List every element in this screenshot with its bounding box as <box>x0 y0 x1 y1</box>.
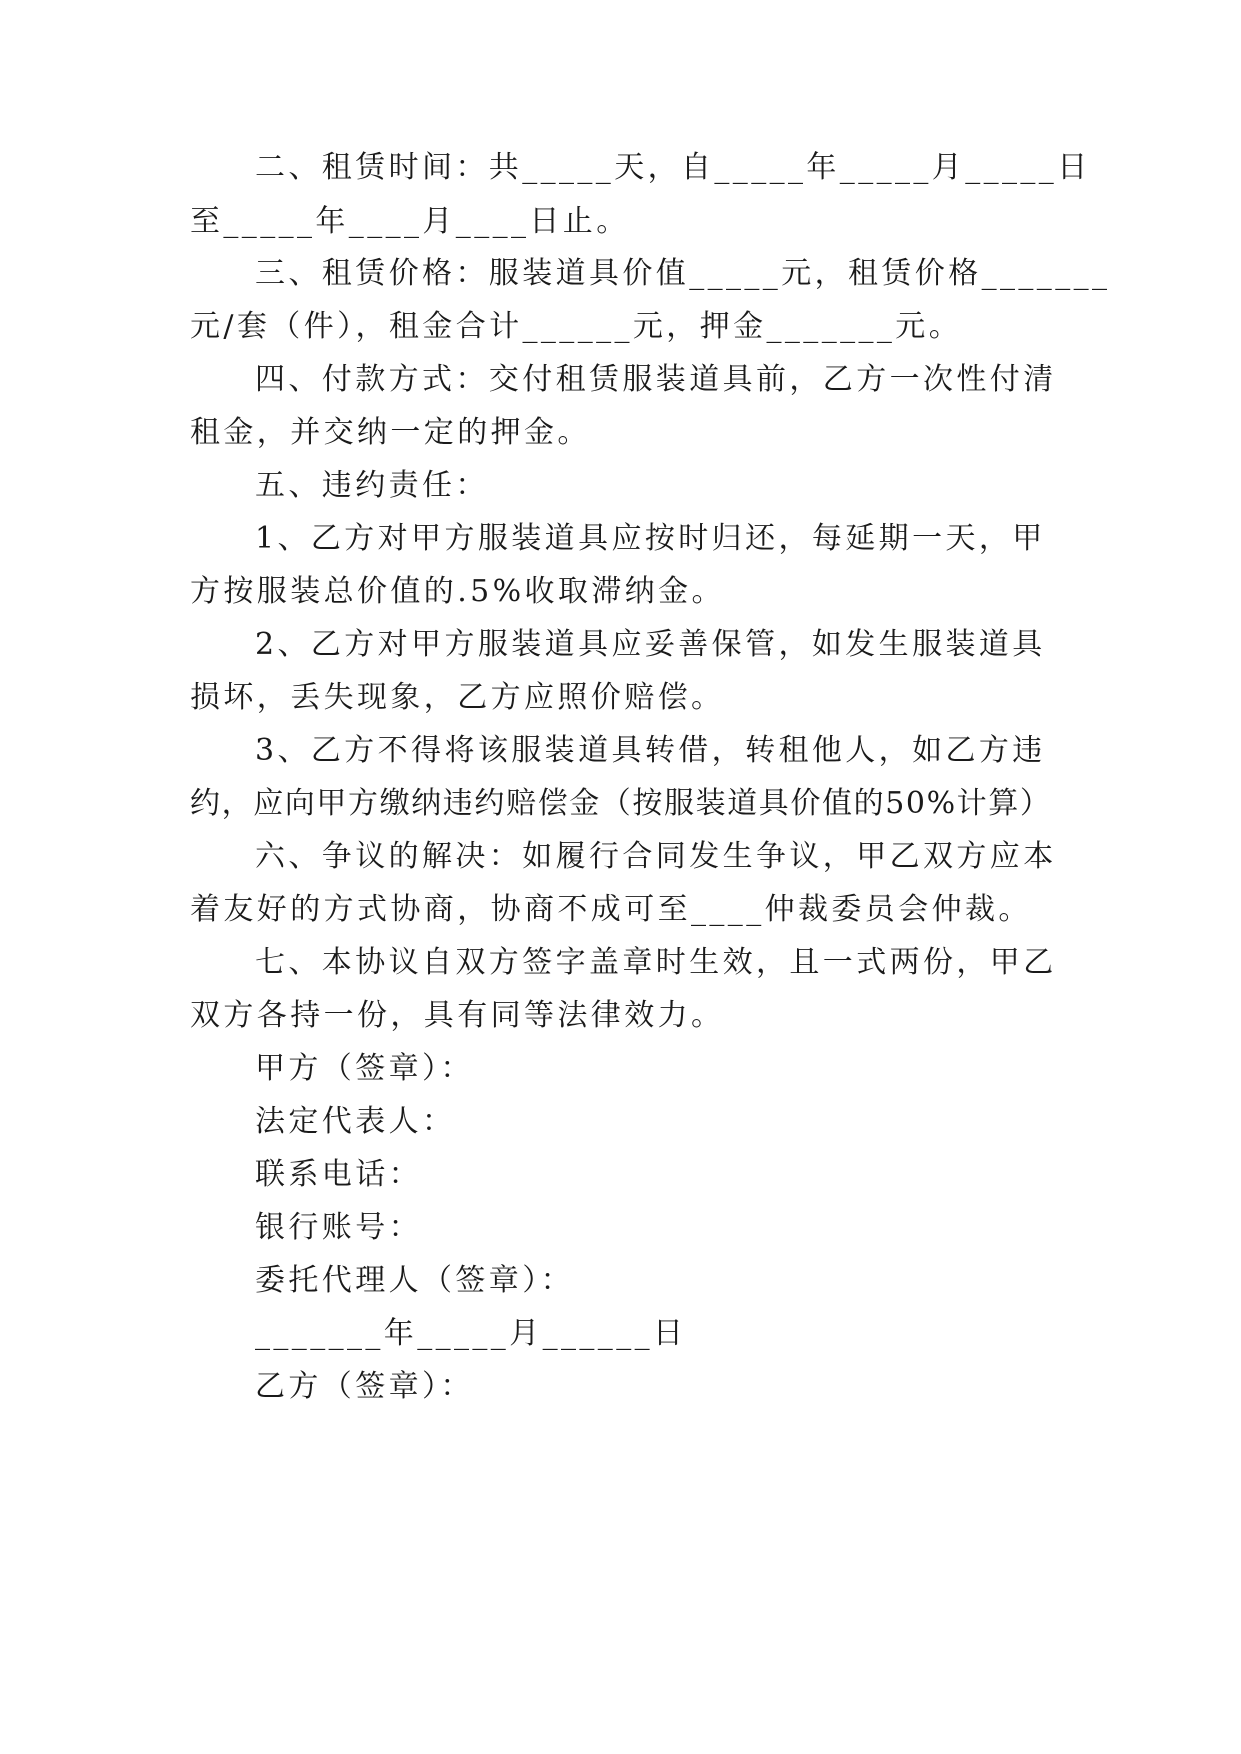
clause-4-payment-line-2: 租金，并交纳一定的押金。 <box>190 415 591 450</box>
authorized-agent-label: 委托代理人（签章）： <box>255 1263 574 1298</box>
clause-7-effect-line-1: 七、本协议自双方签字盖章时生效，且一式两份，甲乙 <box>255 945 1057 980</box>
breach-item-2-line-1: 2、乙方对甲方服装道具应妥善保管，如发生服装道具 <box>255 627 1046 662</box>
legal-representative-label: 法定代表人： <box>255 1104 456 1139</box>
party-a-signature-label: 甲方（签章）： <box>255 1051 474 1086</box>
clause-2-rental-period-line-2: 至_____年____月____日止。 <box>190 204 630 239</box>
breach-item-3-line-1: 3、乙方不得将该服装道具转借，转租他人，如乙方违 <box>255 733 1046 768</box>
clause-2-rental-period-line-1: 二、租赁时间：共_____天，自_____年_____月_____日 <box>255 150 1091 185</box>
party-b-signature-label: 乙方（签章）： <box>255 1369 474 1404</box>
clause-4-payment-line-1: 四、付款方式：交付租赁服装道具前，乙方一次性付清 <box>255 362 1057 397</box>
clause-5-breach-heading: 五、违约责任： <box>255 468 489 503</box>
clause-6-dispute-line-2: 着友好的方式协商，协商不成可至____仲裁委员会仲裁。 <box>190 892 1032 927</box>
breach-item-3-line-2: 约，应向甲方缴纳违约赔偿金（按服装道具价值的50%计算） <box>190 786 1052 821</box>
clause-3-rental-price-line-2: 元/套（件），租金合计______元，押金_______元。 <box>190 309 963 344</box>
bank-account-label: 银行账号： <box>255 1210 422 1245</box>
breach-item-1-line-1: 1、乙方对甲方服装道具应按时归还，每延期一天，甲 <box>255 521 1046 556</box>
clause-3-rental-price-line-1: 三、租赁价格：服装道具价值_____元，租赁价格_______ <box>255 256 1111 291</box>
breach-item-2-line-2: 损坏，丢失现象，乙方应照价赔偿。 <box>190 680 725 715</box>
clause-6-dispute-line-1: 六、争议的解决：如履行合同发生争议，甲乙双方应本 <box>255 839 1057 874</box>
clause-7-effect-line-2: 双方各持一份，具有同等法律效力。 <box>190 998 725 1033</box>
breach-item-1-line-2: 方按服装总价值的.5%收取滞纳金。 <box>190 574 725 609</box>
signing-date-line: _______年_____月______日 <box>255 1316 687 1351</box>
contact-phone-label: 联系电话： <box>255 1157 422 1192</box>
